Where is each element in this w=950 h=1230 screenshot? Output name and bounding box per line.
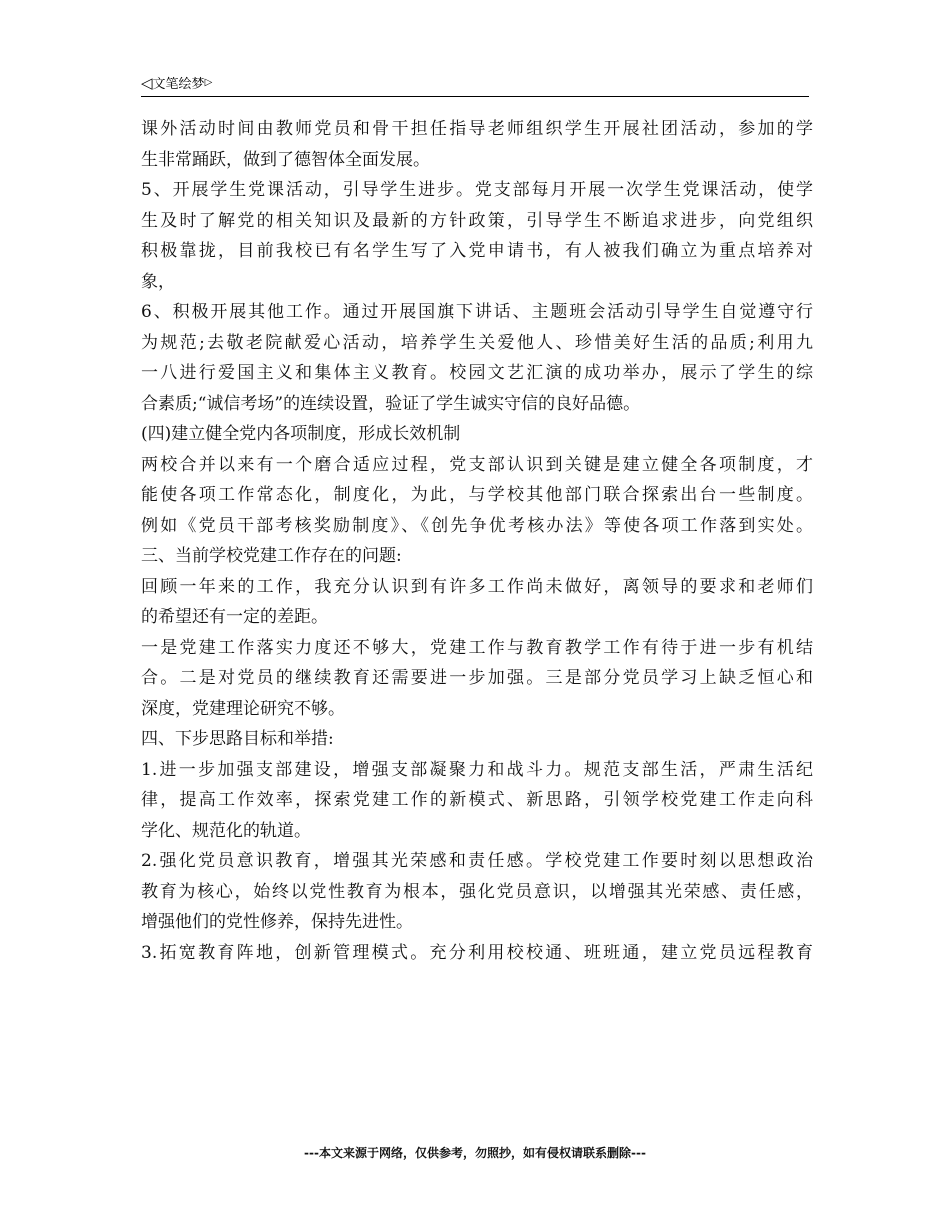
text-line: 6、积极开展其他工作。通过开展国旗下讲话、主题班会活动引导学生自觉遵守行 <box>141 302 813 322</box>
right-triangle-icon: ▷ <box>204 77 213 88</box>
text-line: 一是党建工作落实力度还不够大，党建工作与教育教学工作有待于进一步有机结 <box>141 637 813 658</box>
text-line: 为规范;去敬老院献爱心活动，培养学生关爱他人、珍惜美好生活的品质;利用九 <box>141 332 813 353</box>
page-footer: ---本文来源于网络，仅供参考，勿照抄，如有侵权请联系删除--- <box>304 1146 646 1160</box>
text-line: 回顾一年来的工作，我充分认识到有许多工作尚未做好，离领导的要求和老师们 <box>141 576 813 597</box>
text-line: 增强他们的党性修养，保持先进性。 <box>141 912 413 932</box>
text-line: 的希望还有一定的差距。 <box>141 607 328 627</box>
text-line: 学化、规范化的轨道。 <box>141 820 311 841</box>
text-line: 律，提高工作效率，探索党建工作的新模式、新思路，引领学校党建工作走向科 <box>141 790 813 810</box>
text-line: 生及时了解党的相关知识及最新的方针政策，引导学生不断追求进步，向党组织 <box>141 210 813 231</box>
text-line: 象， <box>141 271 175 292</box>
text-line: 教育为核心，始终以党性教育为根本，强化党员意识，以增强其光荣感、责任感， <box>141 881 813 902</box>
text-line: 合素质;“诚信考场”的连续设置，验证了学生诚实守信的良好品德。 <box>141 393 641 414</box>
text-line: 课外活动时间由教师党员和骨干担任指导老师组织学生开展社团活动，参加的学 <box>141 119 813 139</box>
text-line: 1.进一步加强支部建设，增强支部凝聚力和战斗力。规范支部生活，严肃生活纪 <box>141 759 813 780</box>
left-triangle-icon: ◁ <box>141 74 153 92</box>
text-line: 合。二是对党员的继续教育还需要进一步加强。三是部分党员学习上缺乏恒心和 <box>141 668 813 688</box>
section-heading: 三、当前学校党建工作存在的问题: <box>141 546 402 566</box>
text-line: 5、开展学生党课活动，引导学生进步。党支部每月开展一次学生党课活动，使学 <box>141 180 813 200</box>
document-body <box>141 114 813 968</box>
text-line: 一八进行爱国主义和集体主义教育。校园文艺汇演的成功举办，展示了学生的综 <box>141 363 813 383</box>
text-line: 能使各项工作常态化，制度化，为此，与学校其他部门联合探索出台一些制度。 <box>141 485 813 505</box>
text-line: 3.拓宽教育阵地，创新管理模式。充分利用校校通、班班通，建立党员远程教育 <box>141 942 813 963</box>
text-line: 例如《党员干部考核奖励制度》、《创先争优考核办法》等使各项工作落到实处。 <box>141 515 813 536</box>
text-line: 2.强化党员意识教育，增强其光荣感和责任感。学校党建工作要时刻以思想政治 <box>141 851 813 871</box>
text-line: 生非常踊跃，做到了德智体全面发展。 <box>141 149 430 170</box>
text-line: 积极靠拢，目前我校已有名学生写了入党申请书，有人被我们确立为重点培养对 <box>141 241 813 261</box>
page-header <box>141 72 809 97</box>
text-line: 深度，党建理论研究不够。 <box>141 698 345 719</box>
section-heading: (四)建立健全党内各项制度，形成长效机制 <box>141 424 461 444</box>
section-heading: 四、下步思路目标和举措: <box>141 729 334 749</box>
header-title: 文笔绘梦 <box>152 77 205 92</box>
text-line: 两校合并以来有一个磨合适应过程，党支部认识到关键是建立健全各项制度，才 <box>141 454 813 475</box>
